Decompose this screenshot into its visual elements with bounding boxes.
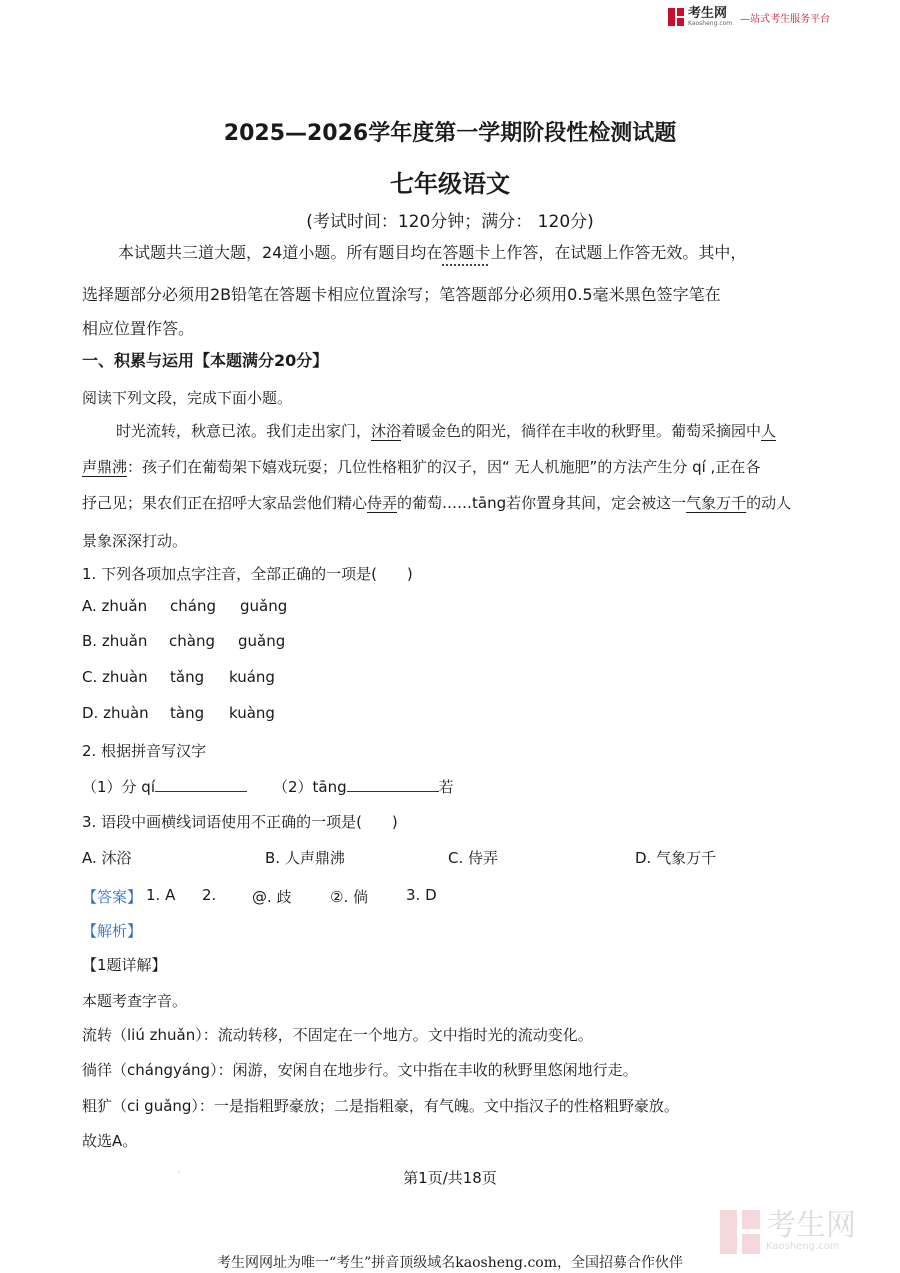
- answer-blank: [155, 777, 247, 792]
- exam-subject: 七年级语文: [390, 170, 510, 198]
- stray-mark: ·: [178, 1168, 181, 1177]
- logo-icon: [668, 8, 684, 26]
- passage-line-1: [116, 420, 776, 441]
- watermark-domain: Kaosheng.com: [766, 1241, 840, 1252]
- q1-stem: 1. 下列各项加点字注音，全部正确的一项是( ): [82, 565, 413, 583]
- q3-option-b: B. 人声鼎沸: [265, 849, 345, 867]
- answer-q2-2: ②. 倘: [330, 888, 368, 906]
- q1-d-3: kuàng: [229, 704, 275, 722]
- logo-domain: Kaosheng.com: [688, 19, 733, 27]
- q1-b-1: B. zhuǎn: [82, 632, 148, 650]
- q2-blank-1-label: （1）分 qí: [82, 778, 156, 796]
- q1-a-2: cháng: [170, 597, 216, 615]
- q1-b-2: chàng: [169, 632, 215, 650]
- intro-dotted-word: 答题卡: [442, 243, 491, 262]
- q2-blank-2: [273, 776, 454, 797]
- footer-site-note: 考生网网址为唯一“考生”拼音顶级域名kaosheng.com，全国招募合作伙伴: [216, 1255, 684, 1271]
- q1-a-3: guǎng: [240, 597, 288, 615]
- watermark-logo: [720, 1210, 856, 1254]
- q2-blank-2-label: （2）tāng: [273, 778, 347, 796]
- q1-d-1: D. zhuàn: [82, 704, 149, 722]
- passage-line-4: 景象深深打动。: [82, 532, 188, 550]
- header-logo: [668, 6, 830, 28]
- detail-line-5: 故选A。: [82, 1132, 138, 1150]
- passage-text: 抒己见；果农们正在招呼大家品尝他们精心: [82, 494, 368, 512]
- intro-text-1-tail: 上作答，在试题上作答无效。其中，: [490, 243, 747, 262]
- instruction: 阅读下列文段，完成下面小题。: [82, 389, 293, 407]
- logo-slogan: —站式考生服务平台: [740, 13, 831, 25]
- detail-line-4: 粗犷（ci guǎng）：一是指粗野豪放；二是指粗豪，有气魄。文中指汉子的性格粗野豪放。: [82, 1097, 679, 1115]
- q1-a-1: A. zhuǎn: [82, 597, 148, 615]
- watermark-icon: [720, 1210, 760, 1254]
- q1-d-2: tàng: [170, 704, 205, 722]
- detail-line-3: 徜徉（chángyáng）：闲游，安闲自在地步行。文中指在丰收的秋野里悠闲地行走。: [82, 1061, 638, 1079]
- answer-q2: 2.: [202, 886, 217, 904]
- passage-text: 的动人: [746, 494, 792, 512]
- answer-blank: [347, 777, 439, 792]
- q1-b-3: guǎng: [238, 632, 286, 650]
- passage-text: 时光流转，秋意已浓。我们走出家门，: [116, 422, 372, 440]
- detail-line-2: 流转（liú zhuǎn）：流动转移，不固定在一个地方。文中指时光的流动变化。: [82, 1026, 593, 1044]
- analysis-label: 【解析】: [82, 922, 143, 940]
- passage-line-2: [82, 456, 760, 477]
- answer-q2-1: @. 歧: [252, 888, 292, 906]
- underlined-word-qixiangwanqian: 气象万千: [686, 494, 747, 512]
- intro-line-1: [118, 236, 746, 270]
- q3-option-c: C. 侍弄: [448, 849, 499, 867]
- underlined-word-ren: 人: [761, 422, 777, 440]
- underlined-word-shinong: 侍弄: [367, 494, 398, 512]
- q1-c-3: kuáng: [229, 668, 275, 686]
- q3-option-d: D. 气象万千: [635, 849, 717, 867]
- watermark-name: 考生网: [766, 1208, 856, 1243]
- detail-line-1: 本题考查字音。: [82, 992, 188, 1010]
- watermark-text: [766, 1208, 856, 1253]
- section-heading: 一、积累与运用【本题满分20分】: [82, 351, 329, 370]
- passage-text: 的葡萄……tāng若你置身其间，定会被这一: [397, 494, 687, 512]
- underlined-word-shengdingfei: 声鼎沸: [82, 458, 128, 476]
- page-number: 第1页/共18页: [403, 1169, 497, 1187]
- logo-name: 考生网: [688, 5, 728, 21]
- q2-blank-1: [82, 776, 247, 797]
- exam-title: 2025—2026学年度第一学期阶段性检测试题: [223, 121, 677, 146]
- exam-info: (考试时间：120分钟；满分： 120分): [306, 212, 594, 232]
- logo-text: [688, 5, 733, 27]
- answer-q3: 3. D: [406, 886, 437, 904]
- intro-line-3: 相应位置作答。: [82, 319, 195, 338]
- q2-stem: 2. 根据拼音写汉字: [82, 742, 207, 760]
- passage-text: 着暖金色的阳光，徜徉在丰收的秋野里。葡萄采摘园中: [401, 422, 762, 440]
- q2-blank-2-suffix: 若: [438, 778, 454, 796]
- q1-c-2: tǎng: [170, 668, 205, 686]
- passage-line-3: [82, 492, 791, 513]
- detail-heading: 【1题详解】: [82, 956, 167, 974]
- answer-label: 【答案】: [82, 888, 143, 906]
- intro-text-1: 本试题共三道大题，24道小题。所有题目均在: [118, 243, 443, 262]
- q1-c-1: C. zhuàn: [82, 668, 148, 686]
- underlined-word-muyu: 沐浴: [371, 422, 402, 440]
- answer-q1: 1. A: [146, 886, 176, 904]
- intro-line-2: 选择题部分必须用2B铅笔在答题卡相应位置涂写；笔答题部分必须用0.5毫米黑色签字笔在: [82, 285, 721, 304]
- passage-text: ：孩子们在葡萄架下嬉戏玩耍；几位性格粗犷的汉子，因“ 无人机施肥”的方法产生分 qí ,正在各: [127, 458, 761, 476]
- q3-option-a: A. 沐浴: [82, 849, 132, 867]
- q3-stem: 3. 语段中画横线词语使用不正确的一项是( ): [82, 813, 398, 831]
